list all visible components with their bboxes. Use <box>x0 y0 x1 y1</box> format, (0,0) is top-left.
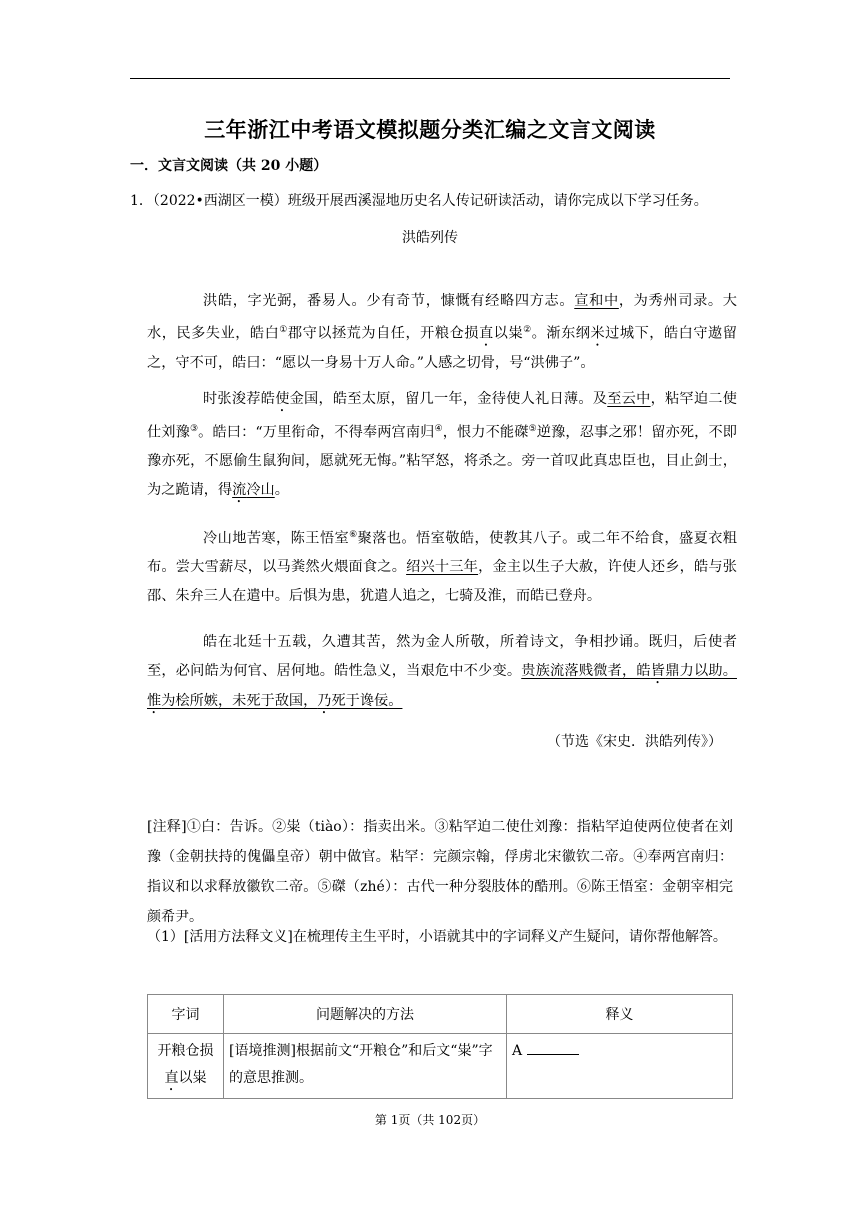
header-word: 字词 <box>148 995 224 1034</box>
dotted-char: 直 <box>164 1070 179 1086</box>
question-intro: 1．（2022•西湖区一模）班级开展西溪湿地历史名人传记研读活动，请你完成以下学习任务。 <box>130 193 708 209</box>
underlined-phrase: 为桧所嫉，未死于敌国， <box>161 692 318 709</box>
task-1-prompt: （1）[活用方法释文义]在梳理传主生平时，小语就其中的字词释义产生疑问，请你帮他解答。 <box>147 929 727 945</box>
note-marker: ① <box>279 324 288 335</box>
method-table <box>147 994 733 1099</box>
header-meaning: 释义 <box>507 995 733 1034</box>
note-marker: ⑥ <box>349 530 358 540</box>
dotted-char: 米 <box>590 325 606 342</box>
underlined-phrase: 贵族流落贱微者，皓 <box>521 662 651 679</box>
passage-paragraph-3: 冷山地苦寒，陈王悟室⑥聚落也。悟室敬皓，使教其八子。或二年不给食，盛夏衣粗布。尝大雪薪尽，以马粪然火煨面食之。绍兴十三年，金主以生子大赦，许使人还乡，皓与张邵、朱弁三人在遣中。后惧为患，犹遣人追之，七骑及淮，而皓已登舟。 <box>147 530 737 604</box>
header-method: 问题解决的方法 <box>224 995 507 1034</box>
note-marker: ⑤ <box>528 424 537 434</box>
underlined-phrase: 死于谗佞。 <box>331 692 403 709</box>
underlined-phrase: 至云中 <box>607 391 651 407</box>
passage-paragraph-1: 洪皓，字光弼，番易人。少有奇节，慷慨有经略四方志。宣和中，为秀州司录。大水，民多失业，皓白①郡守以拯荒为自任，开粮仓损直以粜②。渐东纲米过城下，皓白守遨留之，守不可，皓曰：“愿以一身易十万人命。”人感之切骨，号“洪佛子”。 <box>147 293 737 372</box>
page-footer: 第 1页（共 102页） <box>374 1113 486 1127</box>
dotted-char: 使 <box>275 391 290 407</box>
word-cell: 开粮仓损 直以粜 <box>148 1034 224 1099</box>
document-title: 三年浙江中考语文模拟题分类汇编之文言文阅读 <box>204 118 656 142</box>
answer-label: A <box>512 1043 523 1059</box>
header-rule <box>130 78 730 79</box>
dotted-char: 惟 <box>147 692 162 709</box>
underlined-phrase: 绍兴十三年 <box>406 559 479 576</box>
source-citation: （节选《宋史．洪皓列传》） <box>547 734 722 750</box>
dotted-char: 流 <box>232 481 247 498</box>
method-cell: [语境推测]根据前文“开粮仓”和后文“粜”字的意思推测。 <box>224 1034 507 1099</box>
table-row <box>148 1034 733 1099</box>
answer-blank[interactable] <box>527 1040 579 1055</box>
table-header-row <box>148 995 733 1034</box>
section-heading: 一．文言文阅读（共 20 小题） <box>130 158 328 174</box>
answer-cell[interactable] <box>507 1034 733 1099</box>
note-marker: ④ <box>434 424 443 434</box>
passage-paragraph-4: 皓在北廷十五载，久遭其苦，然为金人所敬，所着诗文，争相抄诵。既归，后使者至，必问皓为何官、居何地。皓性急义，当艰危中不少变。贵族流落贱微者，皓皆鼎力以助。惟为桧所嫉，未死于敌国，乃死于谗佞。 <box>147 634 737 709</box>
article-title: 洪皓列传 <box>402 230 458 246</box>
dotted-char: 乃 <box>317 692 332 709</box>
dotted-char: 直 <box>478 325 494 342</box>
underlined-phrase: 鼎力以助。 <box>665 662 737 679</box>
note-marker: ③ <box>189 424 199 434</box>
underlined-phrase: 冷山 <box>246 481 275 498</box>
note-marker: ② <box>523 324 532 335</box>
dotted-char: 皆 <box>650 662 666 679</box>
passage-paragraph-2: 时张浚荐皓使金国，皓至太原，留几一年，金待使人礼日薄。及至云中，粘罕迫二使仕刘豫③。皓曰：“万里衔命，不得奉两宫南归④，恨力不能磔⑤逆豫，忍事之邪！留亦死，不即豫亦死，不愿偷生鼠狗间，愿就死无悔。”粘罕怒，将杀之。旁一首叹此真忠臣也，目止剑士，为之跪请，得流冷山。 <box>147 391 737 498</box>
annotation-notes: [注释]①白：告诉。②粜（tiào）：指卖出米。③粘罕迫二使仕刘豫：指粘罕迫使两位使者在刘豫（金朝扶持的傀儡皇帝）朝中做官。粘罕：完颜宗翰，俘虏北宋徽钦二帝。④奉两宫南归：指议和以求释放徽钦二帝。⑤磔（zhé）：古代一种分裂肢体的酷刑。⑥陈王悟室：金朝宰相完颜希尹。 <box>147 819 733 925</box>
underlined-phrase: 宣和中 <box>574 293 619 309</box>
